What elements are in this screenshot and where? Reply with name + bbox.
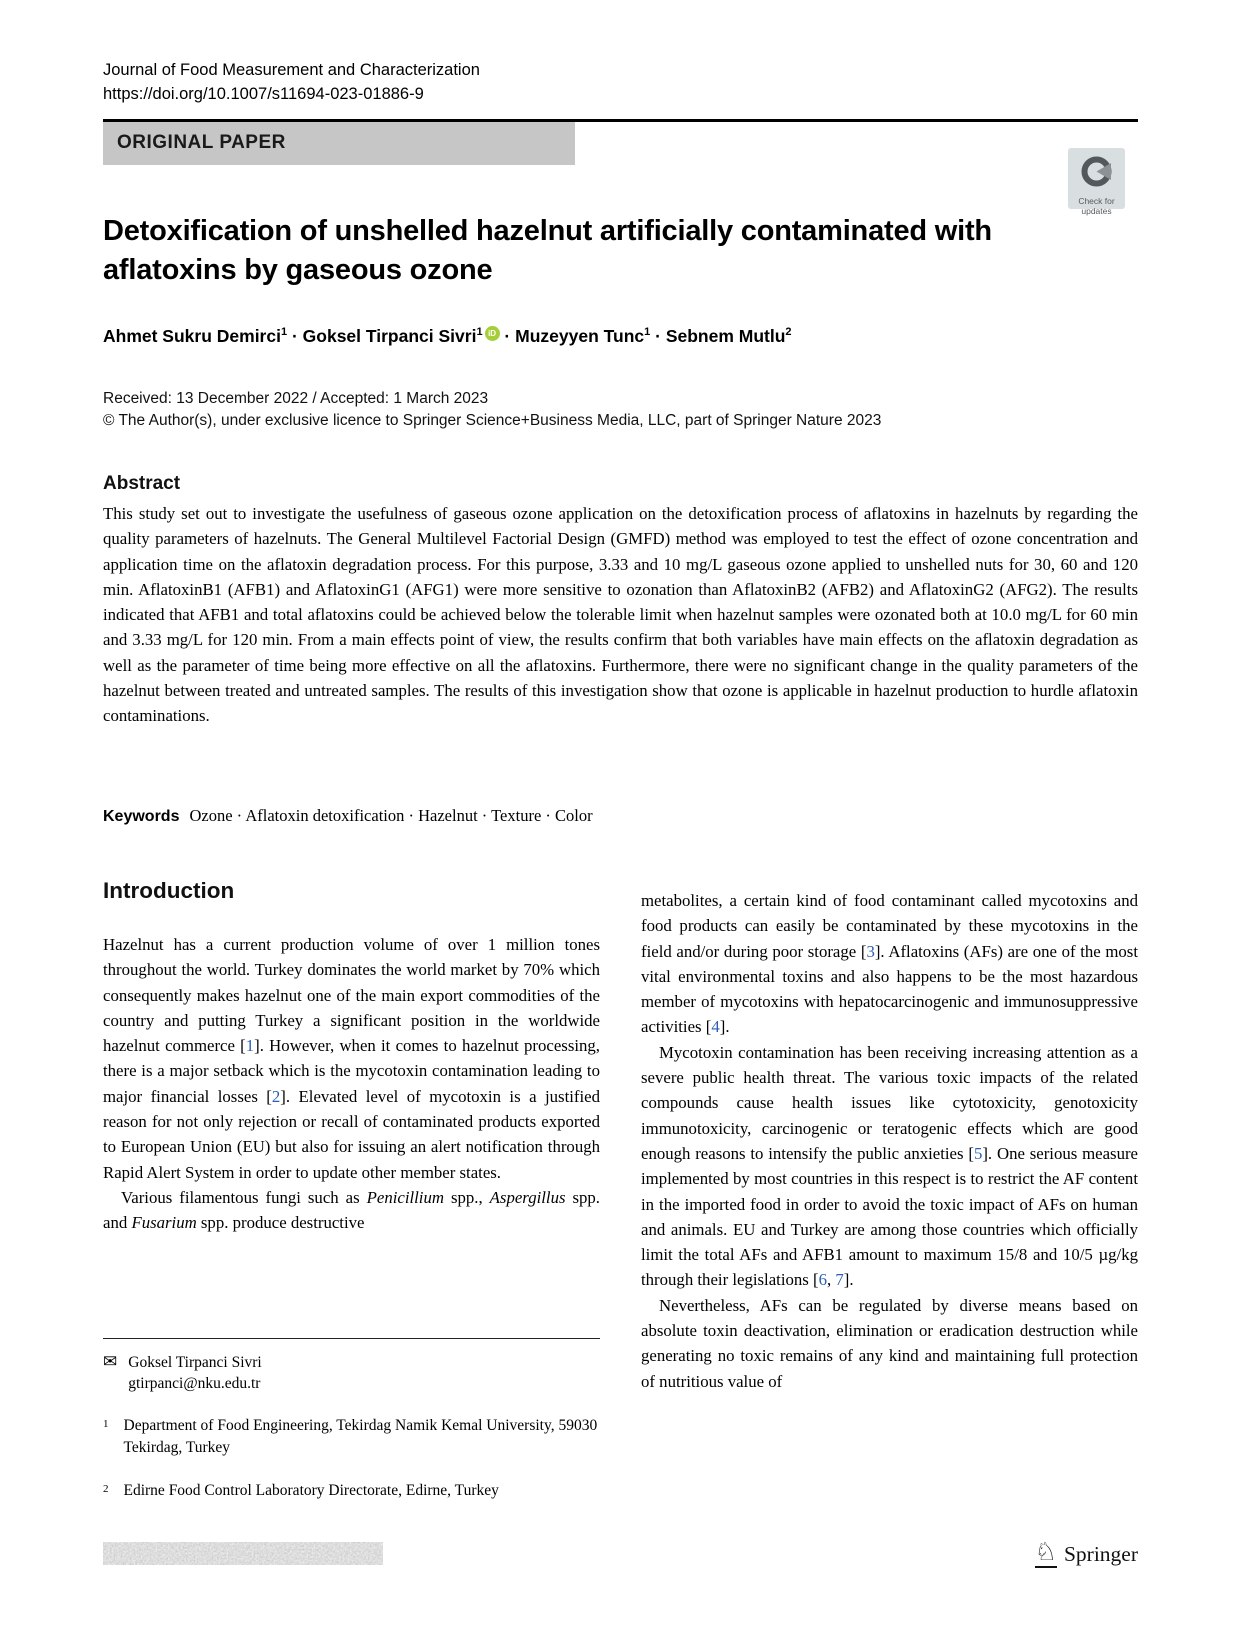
affiliation-2 — [103, 1480, 600, 1502]
paragraph — [103, 1185, 600, 1236]
article-type-banner-row — [103, 119, 1138, 165]
springer-knight-icon: ♘ — [1034, 1539, 1057, 1566]
doi-link[interactable]: https://doi.org/10.1007/s11694-023-01886-9 — [103, 85, 424, 103]
copyright-line: © The Author(s), under exclusive licence to Springer Science+Business Media, LLC, part of Springer Nature 2023 — [103, 412, 882, 429]
paragraph — [641, 888, 1138, 1040]
text-segment: Nevertheless, AFs can be regulated by diverse means based on absolute toxin deactivation, elimination or eradication destruction while generating no toxic remains of any kind and maintaining full protection of nutritious value of — [641, 1295, 1138, 1391]
affiliation-1 — [103, 1415, 600, 1459]
text-segment: , — [826, 1270, 836, 1290]
text-segment: ]. — [719, 1017, 730, 1037]
affiliation-text: Department of Food Engineering, Tekirdag Namik Kemal University, 59030 Tekirdag, Turkey — [123, 1417, 598, 1456]
footnote-block — [103, 1338, 600, 1502]
paper-title: Detoxification of unshelled hazelnut artificially contaminated with aflatoxins by gaseous ozone — [103, 215, 992, 286]
affiliation-number: 1 — [103, 1418, 109, 1430]
abstract-text: This study set out to investigate the usefulness of gaseous ozone application on the detoxification process of aflatoxins in hazelnuts by regarding the quality parameters of hazelnuts. The General Multilevel Factorial Design (GMFD) method was employed to test the effect of ozone concentration and application time on the aflatoxin degradation process. For this purpose, 3.33 and 10 mg/L gaseous ozone applied to unshelled nuts for 30, 60 and 120 min. AflatoxinB1 (AFB1) and AflatoxinG1 (AFG1) were more sensitive to ozonation than AflatoxinB2 (AFB2) and AflatoxinG2 (AFG2). The results indicated that AFB1 and total aflatoxins could be achieved below the tolerable limit when hazelnut samples were ozonated both at 10.0 mg/L for 60 min and 3.33 mg/L for 120 min. From a main effects point of view, the results confirm that both variables have main effects on the aflatoxin degradation as well as the parameter of time being more effective on all the aflatoxins. Furthermore, there were no significant change in the quality parameters of the hazelnut between treated and untreated samples. The results of this investigation show that ozone is applicable in hazelnut production to hurdle aflatoxin contaminations. — [103, 504, 1138, 726]
citation-link[interactable]: 6 — [818, 1270, 827, 1290]
citation-link[interactable]: 3 — [866, 941, 875, 961]
keywords-label: Keywords — [103, 808, 180, 825]
abstract-heading: Abstract — [103, 473, 181, 494]
envelope-icon: ✉ — [103, 1352, 118, 1371]
text-segment: Penicillium — [366, 1187, 444, 1207]
paragraph — [103, 932, 600, 1185]
check-for-updates-text: Check for updates — [1078, 196, 1115, 216]
paragraph — [641, 1293, 1138, 1394]
corresponding-author-name: Goksel Tirpanci Sivri — [128, 1354, 262, 1371]
citation-link[interactable]: 7 — [835, 1270, 844, 1290]
citation-link[interactable]: 4 — [711, 1017, 720, 1037]
text-segment: ]. Elevated level of mycotoxin is a justified reason for not only rejection or recall of contaminated products exported to European Union (EU) but also for issuing an alert notification through Rapid Alert System in order to update other member states. — [103, 1086, 600, 1182]
text-segment: ]. Aflatoxins (AFs) are one of the most vital environmental toxins and also happens to be the most hazardous member of mycotoxins with hepatocarcinogenic and immunosuppressive activities [ — [641, 941, 1138, 1037]
publisher-name: Springer — [1063, 1542, 1138, 1566]
text-segment: Various filamentous fungi such as — [121, 1187, 367, 1207]
left-column — [103, 878, 600, 1236]
affiliation-text: Edirne Food Control Laboratory Directorate, Edirne, Turkey — [123, 1482, 499, 1499]
corresponding-author-email[interactable]: gtirpanci@nku.edu.tr — [128, 1375, 261, 1392]
keywords-values: Ozone · Aflatoxin detoxification · Hazelnut · Texture · Color — [189, 806, 593, 825]
orcid-icon[interactable]: iD — [485, 326, 500, 341]
correspondence — [103, 1352, 600, 1394]
footnote-divider — [103, 1338, 600, 1339]
text-segment: ]. However, when it comes to hazelnut processing, there is a major setback which is the mycotoxin contamination leading to major financial losses [ — [103, 1036, 600, 1106]
author-separator: · — [287, 326, 303, 346]
text-segment: ]. One serious measure implemented by most countries in this respect is to restrict the AF content in the imported food in order to avoid the toxic impact of AFs on human and animals. EU and Turkey are among those countries which officially limit the total AFs and AFB1 amount to maximum 15/8 and 10/5 µg/kg through their legislations [ — [641, 1143, 1138, 1290]
text-segment: Fusarium — [131, 1213, 197, 1233]
text-segment: Hazelnut has a current production volume of over 1 million tones throughout the world. Turkey dominates the world market by 70% which consequently makes hazelnut one of the main export commodities of the country and putting Turkey a significant position in the worldwide hazelnut commerce [ — [103, 935, 600, 1056]
author-name: Goksel Tirpanci Sivri$^1$ — [302, 326, 483, 346]
author-name: Ahmet Sukru Demirci$^1$ — [103, 326, 288, 346]
received-accepted-line: Received: 13 December 2022 / Accepted: 1 March 2023 — [103, 390, 489, 407]
check-for-updates-icon — [1078, 153, 1115, 190]
text-segment: Aspergillus — [489, 1187, 566, 1207]
scan-noise-strip — [103, 1542, 383, 1565]
citation-link[interactable]: 2 — [271, 1086, 281, 1106]
article-type-label: ORIGINAL PAPER — [103, 122, 575, 165]
author-name: Sebnem Mutlu$^2$ — [665, 326, 792, 346]
text-segment: metabolites, a certain kind of food contaminant called mycotoxins and food products can easily be contaminated by these mycotoxins in the field and/or during poor storage [ — [641, 891, 1138, 961]
author-separator: · — [499, 326, 516, 346]
text-segment: ]. — [843, 1270, 854, 1290]
right-column — [641, 888, 1138, 1394]
text-segment: spp., — [443, 1187, 490, 1207]
keywords-line — [103, 806, 1138, 826]
journal-name: Journal of Food Measurement and Characterization — [103, 61, 480, 79]
author-list — [103, 326, 792, 347]
text-segment: Mycotoxin contamination has been receiving increasing attention as a severe public health threat. The various toxic impacts of the related compounds cause health issues like cytotoxicity, genotoxicity immunotoxicity, carcinogenic or teratogenic effects which are good enough reasons to intensify the public anxieties [ — [641, 1042, 1138, 1163]
check-for-updates-badge[interactable] — [1068, 148, 1125, 216]
text-segment: spp. and — [103, 1187, 600, 1233]
affiliation-number: 2 — [103, 1483, 109, 1495]
paragraph — [641, 1040, 1138, 1293]
citation-link[interactable]: 5 — [973, 1143, 983, 1163]
introduction-heading: Introduction — [103, 878, 235, 903]
author-separator: · — [650, 326, 666, 346]
citation-link[interactable]: 1 — [245, 1036, 255, 1056]
publisher-logo — [1035, 1541, 1138, 1568]
author-name: Muzeyyen Tunc$^1$ — [515, 326, 651, 346]
text-segment: spp. produce destructive — [196, 1213, 365, 1233]
